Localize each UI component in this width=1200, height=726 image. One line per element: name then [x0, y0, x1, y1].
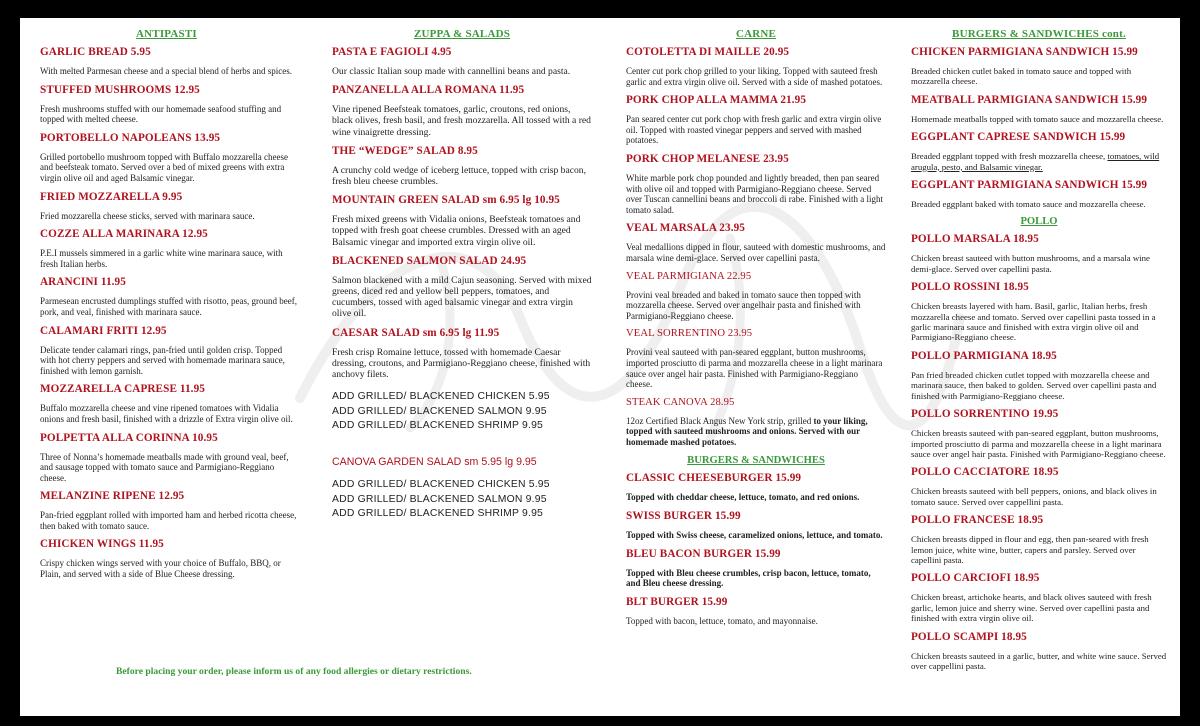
menu-item[interactable]: [40, 132, 298, 184]
item-desc: Center cut pork chop grilled to your liking. Topped with sauteed fresh garlic and extra virgin olive oil. Served with a side of mashed potatoes.: [626, 66, 883, 87]
menu-item[interactable]: [911, 631, 1167, 672]
item-desc: Topped with Bleu cheese crumbles, crisp bacon, lettuce, tomato, and Bleu cheese dressing.: [626, 567, 871, 589]
addon-item: ADD GRILLED/ BLACKENED SHRIMP 9.95: [332, 420, 544, 432]
menu-item[interactable]: [911, 233, 1167, 274]
item-desc: Topped with cheddar cheese, lettuce, tomato, and red onions.: [626, 492, 860, 503]
item-desc: Chicken breasts sauteed with pan-seared eggplant, button mushrooms, imported prosciutto di parma and mozzarella cheese in a light marinara sauce over angel hair pasta. Finished with Parmigiano-Reggiano cheese.: [911, 428, 1166, 459]
item-title: CHICKEN WINGS 11.95: [40, 538, 164, 551]
item-desc: Pan seared center cut pork chop with fresh garlic and extra virgin olive oil. Topped with roasted vinegar peppers and served with mashed potatoes.: [626, 114, 882, 146]
item-title: POLLO CARCIOFI 18.95: [911, 572, 1040, 585]
item-desc: Pan fried breaded chicken cutlet topped with mozzarella cheese and marinara sauce, then baked to golden. Served over capellini pasta and finished with Parmigiano-Reggiano cheese.: [911, 369, 1157, 401]
item-title: VEAL SORRENTINO 23.95: [626, 328, 753, 340]
menu-item[interactable]: [40, 383, 298, 424]
item-title: MELANZINE RIPENE 12.95: [40, 490, 185, 503]
menu-item[interactable]: [911, 131, 1167, 172]
item-desc: Chicken breasts dipped in flour and egg, then pan-seared with fresh lemon juice, white wine, butter, capers and parsley. Served over capellini pasta.: [911, 534, 1149, 565]
item-title: STEAK CANOVA 28.95: [626, 396, 735, 408]
item-desc: Fresh mushrooms stuffed with our homemade seafood stuffing and topped with melted cheese.: [40, 103, 282, 125]
item-desc: With melted Parmesan cheese and a special blend of herbs and spices.: [40, 66, 293, 76]
item-desc: Topped with Swiss cheese, caramelized onions, lettuce, and tomato.: [626, 530, 883, 541]
item-desc: Buffalo mozzarella cheese and vine ripened tomatoes with Vidalia onions and fresh basil, finished with a drizzle of Extra virgin olive oil.: [40, 403, 293, 424]
menu-item[interactable]: [626, 510, 886, 541]
zuppa-heading: ZUPPA & SALADS: [413, 28, 511, 40]
item-desc: Delicate tender calamari rings, pan-fried until golden crisp. Topped with hot cherry peppers and served with homemade marinara sauce, finished with lemon garnish.: [40, 344, 285, 376]
addon-item: ADD GRILLED/ BLACKENED CHICKEN 5.95: [332, 479, 550, 491]
menu-item[interactable]: [911, 46, 1167, 87]
menu-item[interactable]: [626, 271, 886, 322]
item-desc: Chicken breasts sauteed with bell peppers, onions, and black olives in tomato sauce. Served over cappellini pasta.: [911, 486, 1157, 507]
item-title: EGGPLANT CAPRESE SANDWICH 15.99: [911, 131, 1126, 144]
menu-item[interactable]: [40, 228, 298, 269]
burgers-pollo-column: [911, 28, 1167, 678]
item-desc: Vine ripened Beefsteak tomatoes, garlic, croutons, red onions, black olives, fresh basil, and fresh mozzarella. All tossed with a red wine vinaigrette dressing.: [332, 104, 591, 138]
item-desc: Chicken breasts sauteed in a garlic, butter, and white wine sauce. Served over cappellini pasta.: [911, 650, 1167, 671]
item-title: MEATBALL PARMIGIANA SANDWICH 15.99: [911, 93, 1148, 106]
item-desc: White marble pork chop pounded and lightly breaded, then pan seared with olive oil and topped with Parmigiano-Reggiano cheese. Served over Tuscan cannellini beans and broccoli di rabe. Finished with a light tomato salad.: [626, 172, 883, 215]
item-desc: Salmon blackened with a mild Cajun seasoning. Served with mixed greens, diced red and yellow bell peppers, tomatoes, and cucumbers, tossed with aged balsamic vinegar and extra virgin olive oil.: [332, 274, 592, 320]
menu-item[interactable]: [332, 145, 592, 187]
menu-item[interactable]: [626, 328, 886, 389]
item-desc: Breaded chicken cutlet baked in tomato sauce and topped with mozzarella cheese.: [911, 66, 1132, 87]
item-desc: Provini veal sauteed with pan-seared eggplant, button mushrooms, imported prosciutto di parma and mozzarella cheese in a light marinara sauce over angel hair pasta. Finished with Parmigiano-Reggiano cheese.: [626, 347, 883, 390]
menu-item[interactable]: [911, 408, 1167, 459]
item-title: PORTOBELLO NAPOLEANS 13.95: [40, 131, 221, 144]
menu-item[interactable]: [40, 490, 298, 531]
menu-item[interactable]: [626, 596, 886, 627]
item-desc: Crispy chicken wings served with your choice of Buffalo, BBQ, or Plain, and served with a side of Blue Cheese dressing.: [40, 558, 281, 580]
item-desc: Parmesean encrusted dumplings stuffed with risotto, peas, ground beef, pork, and veal, finished with marinara sauce.: [40, 296, 298, 317]
menu-item[interactable]: [40, 432, 298, 484]
item-desc: Chicken breasts layered with ham. Basil, garlic, Italian herbs, fresh mozzarella cheese and tomato. Served over capellini pasta tossed in a garlic marinara sauce and finished with extra virgin olive oil and Parmigiano-Reggiano cheese.: [911, 301, 1156, 343]
allergy-notice: Before placing your order, please inform us of any food allergies or dietary restrictions.: [116, 666, 472, 677]
item-title: POLLO ROSSINI 18.95: [911, 281, 1029, 294]
menu-item[interactable]: [332, 327, 592, 381]
item-title: POLPETTA ALLA CORINNA 10.95: [40, 431, 218, 444]
item-title: ARANCINI 11.95: [40, 276, 126, 289]
menu-item[interactable]: [626, 472, 886, 503]
menu-item[interactable]: [626, 548, 886, 589]
item-desc: Veal medallions dipped in flour, sauteed with domestic mushrooms, and marsala wine demi-glace. Served over capellini pasta.: [626, 242, 886, 263]
menu-item[interactable]: [911, 350, 1167, 401]
item-title: EGGPLANT PARMIGIANA SANDWICH 15.99: [911, 179, 1148, 192]
item-title: PASTA E FAGIOLI 4.95: [332, 46, 452, 58]
item-desc-part: 12oz Certified Black Angus New York strip, grilled: [626, 415, 814, 426]
item-title: PORK CHOP ALLA MAMMA 21.95: [626, 94, 807, 107]
item-title: CHICKEN PARMIGIANA SANDWICH 15.99: [911, 46, 1138, 58]
item-title: POLLO FRANCESE 18.95: [911, 514, 1044, 527]
menu-item[interactable]: [40, 84, 298, 125]
menu-sheet: [20, 18, 1180, 716]
salad-addons: [332, 390, 592, 434]
menu-item[interactable]: [911, 281, 1167, 343]
item-desc: Breaded eggplant baked with tomato sauce and mozzarella cheese.: [911, 199, 1146, 210]
addon-item: ADD GRILLED/ BLACKENED CHICKEN 5.95: [332, 391, 550, 403]
item-desc: Fresh mixed greens with Vidalia onions, Beefsteak tomatoes and topped with fresh goat cheese crumbles. Dressed with an aged Balsamic vinegar and imported extra virgin olive oil.: [332, 214, 581, 248]
menu-item[interactable]: [626, 153, 886, 215]
item-title: POLLO SCAMPI 18.95: [911, 630, 1027, 643]
menu-item[interactable]: [911, 179, 1167, 209]
item-desc: Homemade meatballs topped with tomato sauce and mozzarella cheese.: [911, 113, 1164, 124]
menu-item[interactable]: [40, 46, 298, 77]
item-title: COZZE ALLA MARINARA 12.95: [40, 228, 208, 241]
item-desc: Chicken breast sauteed with button mushrooms, and a marsala wine demi-glace. Served over capellini pasta.: [911, 253, 1150, 274]
item-desc: [911, 151, 1167, 172]
menu-item[interactable]: [40, 191, 298, 222]
item-desc: Topped with bacon, lettuce, tomato, and mayonnaise.: [626, 615, 818, 626]
menu-item[interactable]: [40, 325, 298, 377]
item-title: POLLO PARMIGIANA 18.95: [911, 349, 1057, 362]
item-title: COTOLETTA DI MAILLE 20.95: [626, 46, 790, 58]
item-title: CALAMARI FRITI 12.95: [40, 324, 167, 337]
garden-addons: [332, 478, 592, 522]
addon-item: ADD GRILLED/ BLACKENED SHRIMP 9.95: [332, 508, 544, 520]
item-desc-underlined-part: tomatoes, wild arugula, pesto, and Balsamic vinegar.: [911, 151, 1160, 172]
item-title: POLLO SORRENTINO 19.95: [911, 408, 1059, 421]
carne-heading: CARNE: [735, 28, 777, 40]
item-title: VEAL PARMIGIANA 22.95: [626, 270, 752, 282]
item-title: PANZANELLA ALLA ROMANA 11.95: [332, 84, 525, 97]
menu-item[interactable]: [626, 397, 886, 448]
item-title: CLASSIC CHEESEBURGER 15.99: [626, 472, 802, 485]
item-desc: Fried mozzarella cheese sticks, served with marinara sauce.: [40, 210, 255, 221]
zuppa-salads-column: [332, 28, 592, 540]
item-title: MOZZARELLA CAPRESE 11.95: [40, 383, 205, 396]
burgers-cont-heading: BURGERS & SANDWICHES cont.: [952, 28, 1126, 40]
menu-item[interactable]: [332, 46, 592, 77]
item-title: SWISS BURGER 15.99: [626, 510, 741, 523]
addon-item: ADD GRILLED/ BLACKENED SALMON 9.95: [332, 493, 547, 505]
item-title: VEAL MARSALA 23.95: [626, 222, 745, 235]
menu-item[interactable]: [40, 276, 298, 317]
menu-item[interactable]: [626, 46, 886, 87]
item-desc: Pan-fried eggplant rolled with imported ham and herbed ricotta cheese, then baked with tomato sauce.: [40, 510, 297, 531]
pollo-heading: POLLO: [1020, 216, 1058, 228]
item-desc: Three of Nonna’s homemade meatballs made with ground veal, beef, and sausage topped with tomato sauce and Parmigiano-Reggiano cheese.: [40, 451, 289, 483]
item-title: MOUNTAIN GREEN SALAD sm 6.95 lg 10.95: [332, 194, 560, 207]
menu-item[interactable]: [332, 84, 592, 138]
item-title: FRIED MOZZARELLA 9.95: [40, 190, 183, 203]
item-desc: A crunchy cold wedge of iceberg lettuce, topped with crisp bacon, fresh bleu cheese crumbles.: [332, 164, 586, 188]
item-title: POLLO CACCIATORE 18.95: [911, 466, 1059, 479]
menu-item[interactable]: [626, 222, 886, 263]
menu-item[interactable]: [911, 94, 1167, 124]
item-title: BLACKENED SALMON SALAD 24.95: [332, 254, 527, 267]
item-desc: Fresh crisp Romaine lettuce, tossed with homemade Caesar dressing, croutons, and Parmigiano-Reggiano cheese, finished with anchovy filets.: [332, 346, 591, 381]
item-title: POLLO MARSALA 18.95: [911, 233, 1039, 246]
item-desc-bold-part: to your liking, topped with sauteed mushrooms and onions. Served with our homemade mashed potatoes.: [626, 415, 868, 447]
antipasti-column: [40, 28, 298, 587]
item-title: BLT BURGER 15.99: [626, 595, 728, 608]
garden-salad-title[interactable]: CANOVA GARDEN SALAD sm 5.95 lg 9.95: [332, 456, 537, 469]
menu-item[interactable]: [332, 255, 592, 320]
burgers-heading: BURGERS & SANDWICHES: [687, 455, 825, 467]
addon-item: ADD GRILLED/ BLACKENED SALMON 9.95: [332, 405, 547, 417]
item-title: GARLIC BREAD 5.95: [40, 46, 151, 58]
antipasti-heading: ANTIPASTI: [136, 28, 197, 40]
menu-item[interactable]: [626, 94, 886, 146]
item-desc: Chicken breast, artichoke hearts, and black olives sauteed with fresh garlic, lemon juice and sherry wine. Served over capellini pasta and finished with extra virgin olive oil.: [911, 592, 1152, 624]
item-desc-part: Breaded eggplant topped with fresh mozzarella cheese,: [911, 151, 1108, 162]
menu-item[interactable]: [332, 194, 592, 248]
menu-item[interactable]: [911, 514, 1167, 565]
item-desc: Our classic Italian soup made with cannellini beans and pasta.: [332, 66, 571, 77]
item-desc: [626, 416, 886, 448]
item-title: PORK CHOP MELANESE 23.95: [626, 152, 789, 165]
item-desc: Grilled portobello mushroom topped with Buffalo mozzarella cheese and beefsteak tomato. Served over a bed of mixed greens with extra virgin olive oil and aged Balsamic vinegar.: [40, 151, 289, 183]
menu-item[interactable]: [911, 572, 1167, 623]
item-title: STUFFED MUSHROOMS 12.95: [40, 83, 200, 96]
item-desc: Provini veal breaded and baked in tomato sauce then topped with mozzarella cheese. Served over angelhair pasta and finished with Parmigiano-Reggiano cheese.: [626, 289, 861, 321]
carne-column: [626, 28, 886, 633]
item-desc: P.E.I mussels simmered in a garlic white wine marinara sauce, with fresh Italian herbs.: [40, 248, 283, 269]
item-title: THE “WEDGE” SALAD 8.95: [332, 144, 478, 157]
item-title: CAESAR SALAD sm 6.95 lg 11.95: [332, 326, 500, 339]
menu-item[interactable]: [40, 538, 298, 579]
menu-item[interactable]: [911, 466, 1167, 507]
item-title: BLEU BACON BURGER 15.99: [626, 547, 781, 560]
